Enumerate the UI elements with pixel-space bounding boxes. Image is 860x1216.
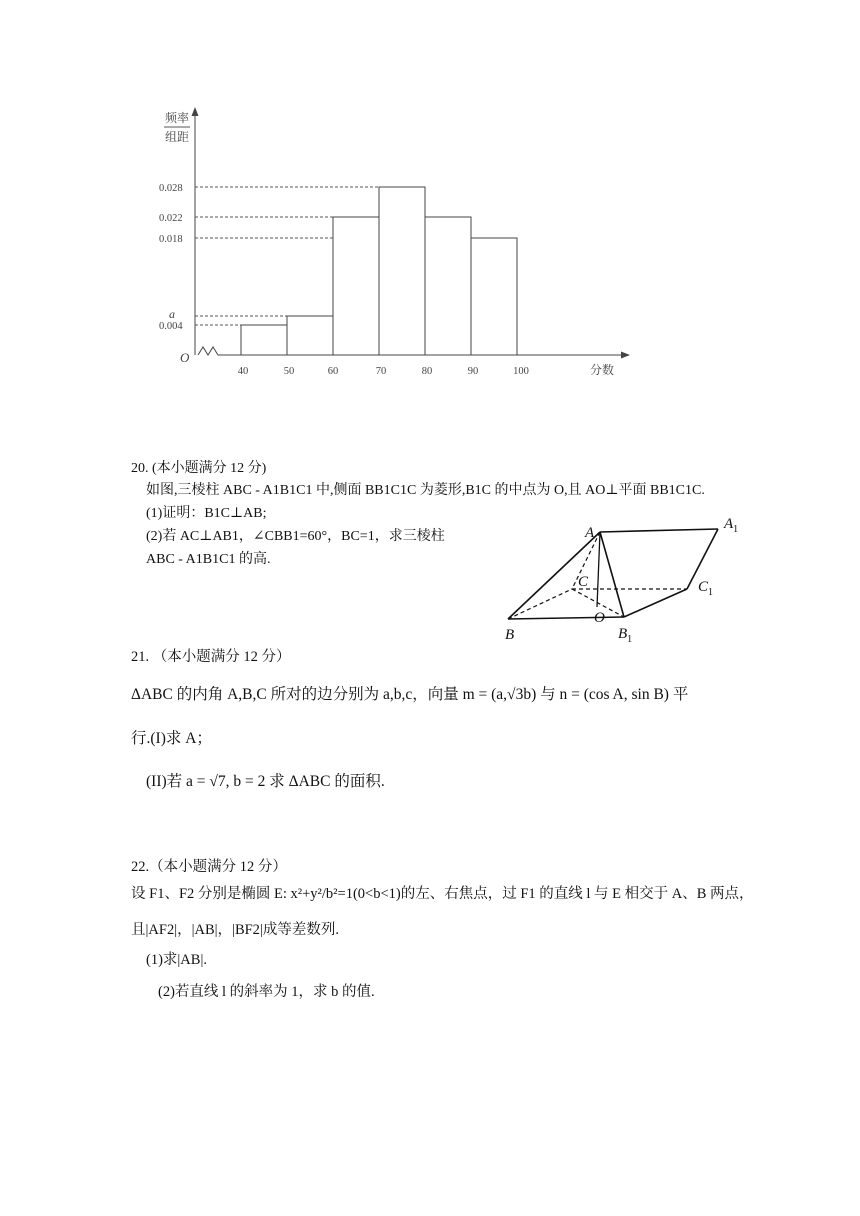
x-tick-90: 90 [467, 366, 479, 377]
q20-part1: (1)证明：B1C⊥AB; [146, 506, 267, 521]
prism-figure [0, 500, 860, 650]
x-tick-80: 80 [421, 366, 433, 377]
edge-a-a1 [600, 529, 718, 532]
bar-40-50 [241, 325, 287, 355]
q22-statement: 设 F1、F2 分别是椭圆 E: x²+y²/b²=1(0<b<1)的左、右焦点，过 F1 的直线 l 与 E 相交于 A、B 两点， [131, 886, 754, 902]
y-axis-label-bottom: 组距 [165, 130, 190, 144]
y-axis-label-top: 频率 [165, 111, 190, 125]
x-axis-label: 分数 [590, 363, 615, 377]
q20-statement: 如图,三棱柱 ABC - A1B1C1 中,侧面 BB1C1C 为菱形,B1C 的中点为 O,且 AO⊥平面 BB1C1C. [146, 483, 705, 498]
edge-c1-b1 [624, 589, 687, 617]
q21-header: 21. （本小题满分 12 分） [131, 649, 291, 665]
q21-statement: ΔABC 的内角 A,B,C 所对的边分别为 a,b,c，向量 m = (a,√3b) 与 n = (cos A, sin B) 平 [131, 686, 689, 703]
x-tick-70: 70 [375, 366, 387, 377]
label-c1: $C_1$ [698, 579, 714, 598]
x-axis-arrow [621, 352, 630, 359]
edge-a-b1 [600, 532, 624, 617]
origin-label: O [180, 350, 190, 365]
axis-break-zigzag [198, 347, 222, 355]
y-tick-0-004: 0.004 [159, 321, 183, 332]
bar-60-70 [333, 217, 379, 355]
q22-part2: (2)若直线 l 的斜率为 1，求 b 的值. [158, 984, 375, 1000]
y-tick-0-018: 0.018 [159, 234, 183, 245]
q22-header: 22.（本小题满分 12 分） [131, 859, 287, 875]
x-tick-100: 100 [513, 366, 529, 377]
segment-a-o [597, 532, 600, 607]
y-tick-0-028: 0.028 [159, 183, 183, 194]
bar-80-90 [425, 217, 471, 355]
q21-part2: (II)若 a = √7, b = 2 求 ΔABC 的面积. [146, 773, 385, 790]
bar-50-60 [287, 316, 333, 355]
q21-part1: 行.(I)求 A； [131, 730, 212, 747]
q22-statement-cont: 且|AF2|，|AB|，|BF2|成等差数列. [131, 922, 339, 938]
y-axis-arrow [192, 107, 199, 116]
q20-part2: (2)若 AC⊥AB1，∠CBB1=60°，BC=1，求三棱柱 [146, 529, 445, 544]
x-tick-40: 40 [237, 366, 249, 377]
y-tick-0-022: 0.022 [159, 213, 183, 224]
bar-70-80 [379, 187, 425, 355]
frequency-histogram [0, 0, 860, 400]
label-c: C [578, 574, 589, 590]
label-b: B [505, 627, 515, 643]
q20-header: 20. (本小题满分 12 分) [131, 461, 267, 476]
label-a: A [585, 525, 595, 541]
edge-b-c-hidden [508, 589, 572, 619]
x-tick-50: 50 [283, 366, 295, 377]
label-a1: $A_1$ [724, 516, 739, 535]
label-b1: $B_1$ [618, 626, 633, 645]
edge-b-b1 [508, 617, 624, 619]
label-o: O [594, 610, 605, 626]
q20-part2-cont: ABC - A1B1C1 的高. [146, 552, 271, 567]
bar-90-100 [471, 238, 517, 355]
q22-part1: (1)求|AB|. [146, 952, 207, 968]
x-tick-60: 60 [327, 366, 339, 377]
y-tick-a: a [169, 307, 175, 321]
